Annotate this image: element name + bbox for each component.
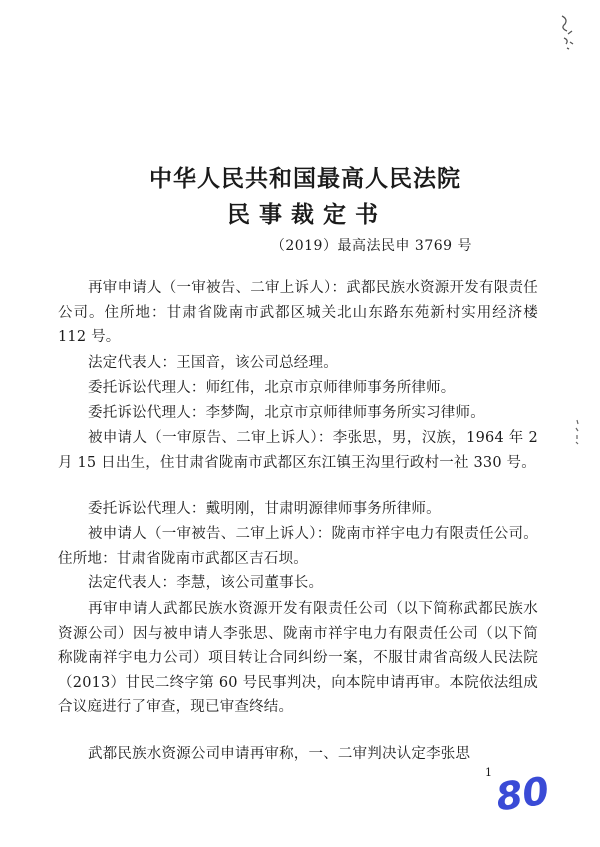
page-number: 1	[485, 766, 492, 779]
paragraph-respondent-1: 被申请人（一审原告、二审上诉人）：李张思，男，汉族，1964 年 2 月 15 日出生，住甘肃省陇南市武都区东江镇王沟里行政村一社 330 号。	[58, 430, 538, 471]
paragraph-applicant: 再审申请人（一审被告、二审上诉人）：武都民族水资源开发有限责任公司。住所地：甘肃省陇南市武都区城关北山东路东苑新村实用经济楼 112 号。	[58, 280, 538, 345]
paragraph-case-summary: 再审申请人武都民族水资源开发有限责任公司（以下简称武都民族水资源公司）因与被申请人李张思、陇南市祥宇电力有限责任公司（以下简称陇南祥宇电力公司）项目转让合同纠纷一案，不服甘肃省高级人民法院（2013）甘民二终字第 60 号民事判决，向本院申请再审。本院依法组成合议庭进行了审查，现已审查终结。	[58, 601, 538, 715]
paragraph-respondent-1-agent: 委托诉讼代理人：戴明刚，甘肃明源律师事务所律师。	[88, 501, 441, 517]
margin-dot-mark	[572, 418, 582, 446]
paragraph-retrial-claim: 武都民族水资源公司申请再审称，一、二审判决认定李张思	[88, 746, 471, 762]
paragraph-respondent-2: 被申请人（一审被告、二审上诉人）：陇南市祥宇电力有限责任公司。住所地：甘肃省陇南市武都区吉石坝。	[58, 526, 538, 567]
paragraph-applicant-representative: 法定代表人：王国音，该公司总经理。	[88, 355, 338, 371]
paragraph-applicant-agent-1: 委托诉讼代理人：师红伟，北京市京师律师事务所律师。	[88, 380, 456, 396]
case-number: （2019）最高法民申 3769 号	[270, 238, 472, 254]
handwritten-page-number: 80	[493, 768, 552, 820]
paragraph-applicant-agent-2: 委托诉讼代理人：李梦陶，北京市京师律师事务所实习律师。	[88, 405, 485, 421]
paragraph-respondent-2-representative: 法定代表人：李慧，该公司董事长。	[88, 575, 324, 591]
margin-scribble-mark	[558, 12, 578, 52]
document-type-title: 民事裁定书	[227, 201, 387, 228]
court-name: 中华人民共和国最高人民法院	[149, 165, 461, 192]
